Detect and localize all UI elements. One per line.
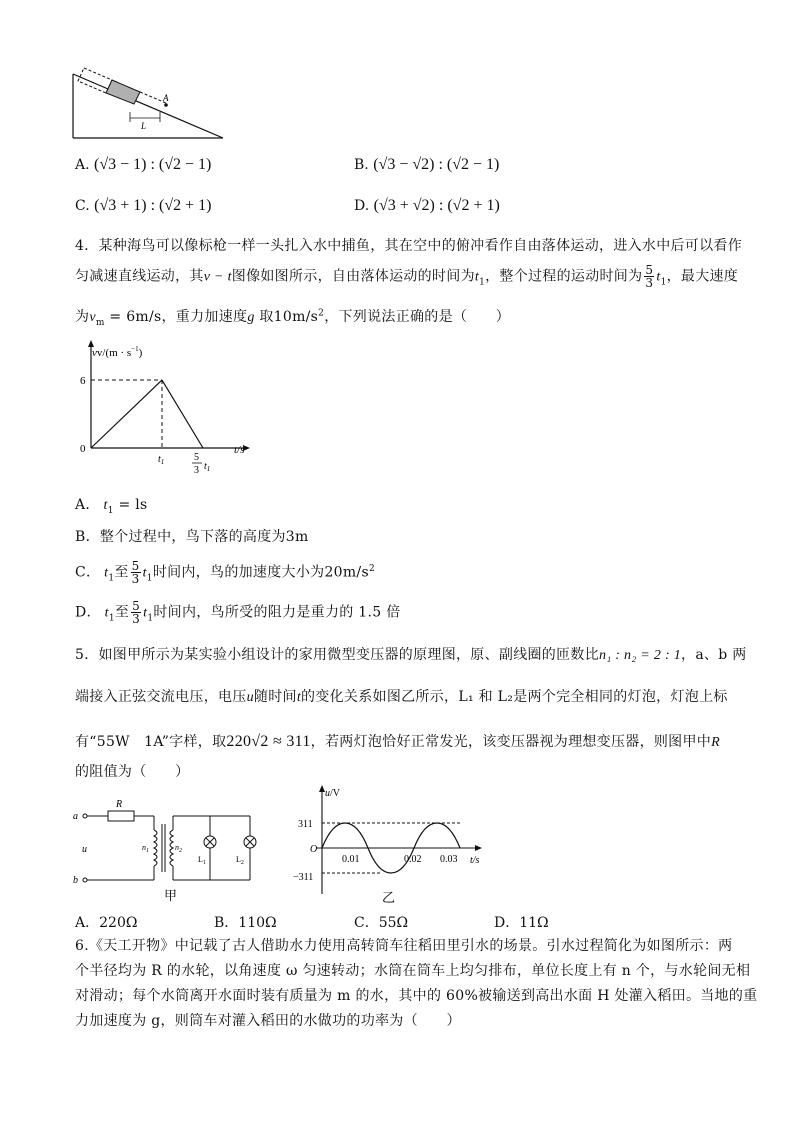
terminal-a-label: a bbox=[73, 811, 78, 822]
resistor-r bbox=[108, 811, 134, 821]
n2-label: $n_2$ bbox=[175, 843, 182, 854]
q6-line-2: 个半径均为 R 的水轮，以角速度 ω 匀速转动；水筒在筒车上均匀排布，单位长度上有 n 个，与水轮间无相 bbox=[75, 963, 751, 979]
vt-ytick-6: 6 bbox=[80, 375, 86, 387]
circuit-caption: 甲 bbox=[164, 888, 178, 903]
wave-ylabel: u/V bbox=[325, 788, 340, 799]
q3-option-c[interactable] bbox=[75, 197, 212, 215]
q3-option-d[interactable] bbox=[354, 197, 500, 215]
vt-segment-fall bbox=[162, 380, 203, 448]
voltage-u-label: u bbox=[82, 844, 87, 855]
q3-option-c-label: C. bbox=[75, 198, 90, 214]
vt-ylabel: $vv/(m \cdot s^{-1})$ bbox=[92, 345, 143, 359]
n1-label: $n_1$ bbox=[142, 843, 149, 854]
q5-option-d[interactable]: D．11Ω bbox=[494, 915, 549, 931]
q3-option-b-expr: (√3 − √2) : (√2 − 1) bbox=[373, 156, 500, 173]
incline-figure bbox=[68, 60, 228, 142]
q4-line-1: 4．某种海鸟可以像标枪一样一头扎入水中捕鱼，其在空中的俯冲看作自由落体运动，进入水中后可以看作 bbox=[75, 238, 743, 254]
q6-line-4: 力加速度为 g，则筒车对灌入稻田的水做功的功率为（ ） bbox=[75, 1013, 461, 1029]
vt-xtick-t: $t_1$ bbox=[204, 461, 211, 473]
q3-option-b-label: B. bbox=[354, 157, 369, 173]
q5-line-4: 的阻值为（ ） bbox=[75, 764, 190, 780]
q3-option-b[interactable] bbox=[354, 156, 499, 174]
l2-label: $L_2$ bbox=[236, 855, 244, 866]
length-l-label: L bbox=[141, 121, 147, 131]
vt-origin: 0 bbox=[80, 443, 86, 455]
q5-option-a[interactable]: A．220Ω bbox=[75, 915, 138, 931]
q4-option-a[interactable]: A． $t_1$ = ls bbox=[75, 497, 148, 516]
vt-xtick-num: 5 bbox=[194, 452, 199, 463]
q4-line-3: 为$v_m = 6m/s$，重力加速度g 取$10m/s^2$，下列说法正确的是（ ） bbox=[75, 308, 511, 328]
wave-xtick-001: 0.01 bbox=[342, 854, 360, 865]
point-a-label: A bbox=[163, 93, 169, 103]
q5-option-c[interactable]: C．55Ω bbox=[354, 915, 409, 931]
wave-xtick-002: 0.02 bbox=[404, 854, 422, 865]
vt-xtick-t1: $t_1$ bbox=[158, 454, 165, 466]
wave-origin: O bbox=[310, 844, 318, 855]
q4-option-c[interactable]: C． $t_1$至 $\frac{5}{3}$ $t_1$时间内，鸟的加速度大小为$20m/s^2$ bbox=[75, 559, 375, 586]
q3-option-a[interactable] bbox=[75, 156, 211, 174]
vt-xtick-den: 3 bbox=[194, 465, 199, 476]
voltage-waveform bbox=[292, 782, 497, 908]
q4-option-b[interactable]: B．整个过程中，鸟下落的高度为3m bbox=[75, 529, 309, 545]
wave-ymin: −311 bbox=[293, 872, 314, 883]
q5-line-3: 有“55W 1A”字样，取220√2 ≈ 311，若两灯泡恰好正常发光，该变压器视为理想变压器，则图甲中R bbox=[75, 733, 720, 750]
vt-graph bbox=[78, 338, 268, 478]
wave-ymax: 311 bbox=[298, 819, 313, 830]
q5-line-1: 5．如图甲所示为某实验小组设计的家用微型变压器的原理图，原、副线圈的匝数比n₁ : n₂ = 2 : 1，a、b 两 bbox=[75, 647, 747, 663]
l1-label: $L_1$ bbox=[198, 855, 206, 866]
q3-option-d-label: D. bbox=[354, 198, 370, 214]
q3-option-a-expr: (√3 − 1) : (√2 − 1) bbox=[94, 156, 212, 173]
q6-line-1: 6.《天工开物》中记载了古人借助水力使用高转筒车往稻田里引水的场景。引水过程简化为如图所示：两 bbox=[75, 938, 733, 954]
wave-caption: 乙 bbox=[382, 890, 396, 905]
terminal-b-label: b bbox=[73, 875, 78, 886]
q6-line-3: 对滑动；每个水筒离开水面时装有质量为 m 的水，其中的 60%被输送到高出水面 H 处灌入稻田。当地的重 bbox=[75, 988, 758, 1004]
q3-option-a-label: A. bbox=[75, 157, 90, 173]
q5-line-2: 端接入正弦交流电压，电压u随时间t的变化关系如图乙所示，L₁ 和 L₂是两个完全相同的灯泡，灯泡上标 bbox=[75, 689, 728, 705]
vt-xlabel: t/s bbox=[234, 444, 245, 456]
q4-option-d[interactable]: D． $t_1$至 $\frac{5}{3}$ $t_1$时间内，鸟所受的阻力是重力的 1.5 倍 bbox=[75, 599, 401, 626]
wave-xlabel: t/s bbox=[470, 855, 480, 866]
transformer-circuit bbox=[70, 796, 270, 906]
resistor-r-label: R bbox=[116, 799, 123, 810]
wave-xtick-003: 0.03 bbox=[440, 854, 458, 865]
vt-segment-rise bbox=[91, 380, 162, 448]
q3-option-c-expr: (√3 + 1) : (√2 + 1) bbox=[94, 197, 212, 214]
q4-line-2: 匀减速直线运动，其v − t图像如图所示，自由落体运动的时间为$t_1$，整个过程的运动时间为 $\frac{5}{3}$ $t_1$，最大速度 bbox=[75, 263, 739, 290]
q3-option-d-expr: (√3 + √2) : (√2 + 1) bbox=[373, 197, 500, 214]
q5-option-b[interactable]: B．110Ω bbox=[214, 915, 277, 931]
